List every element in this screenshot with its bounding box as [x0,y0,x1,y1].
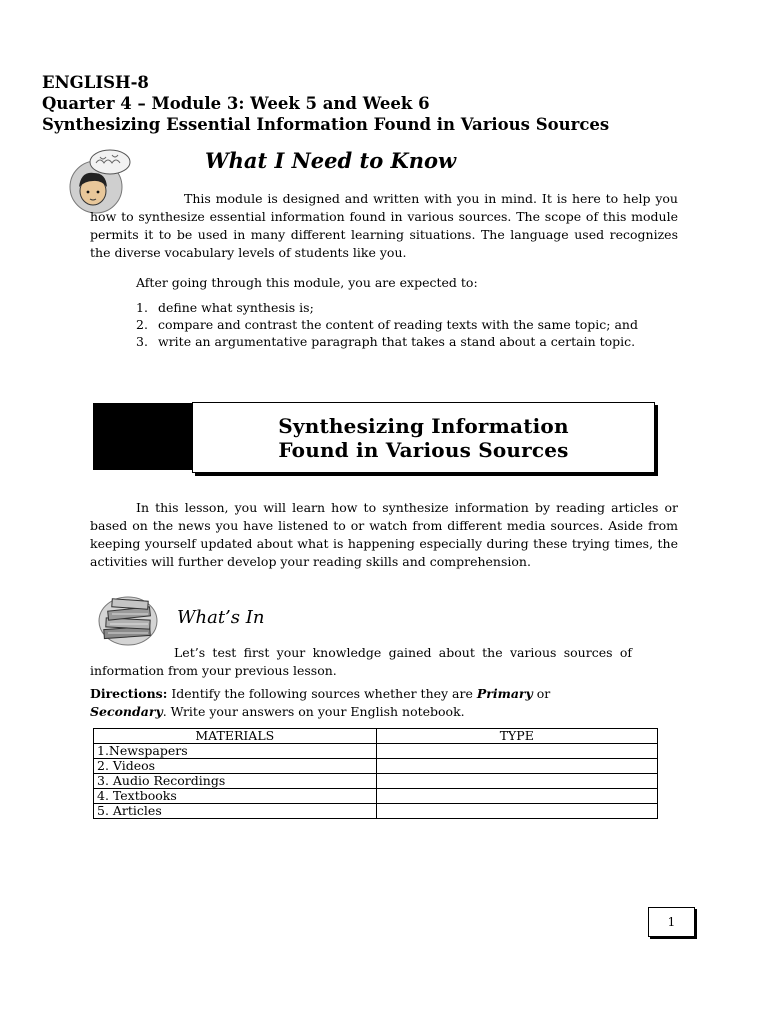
answer-cell [376,744,657,759]
lesson-paragraph: In this lesson, you will learn how to synthesize information by reading articles or based on the news you have listened to or watch from different media sources. Aside from keeping yourself updated about what is happening especially during these trying times, the activities will further develop your reading skills and comprehension. [90,500,678,569]
objectives-list [136,299,661,350]
answer-cell [376,759,657,774]
answer-cell [376,789,657,804]
what-i-need-title: What I Need to Know [205,148,457,173]
banner-line-2: Found in Various Sources [278,437,569,462]
whats-in-title: What’s In [177,607,265,628]
lesson-banner [192,402,655,473]
expectation-line: After going through this module, you are expected to: [136,275,478,290]
directions-label: Directions: [90,686,168,701]
list-item: 3. write an argumentative paragraph that takes a stand about a certain topic. [136,334,636,349]
list-item: 2. compare and contrast the content of reading texts with the same topic; and [136,317,638,332]
secondary-term: Secondary [90,704,163,719]
books-icon [98,594,160,646]
banner-black-block [93,403,193,470]
table-row: 3. Audio Recordings [94,774,658,789]
banner-line-1: Synthesizing Information [278,413,569,438]
table-header-row [94,729,658,744]
materials-table [93,728,658,819]
page-number: 1 [648,907,695,937]
primary-term: Primary [476,686,533,701]
table-row: 2. Videos [94,759,658,774]
intro-paragraph: This module is designed and written with you in mind. It is here to help you how to synthesize essential information found in various sources. The scope of this module permits it to be used in many different learning situations. The language used recognizes the diverse vocabulary levels of students like you. [90,191,678,260]
list-item: 1. define what synthesis is; [136,300,314,315]
directions-text: Directions: Identify the following sources whether they are Primary or Secondary. Write your answers on your English notebook. [90,686,551,719]
subject-heading: ENGLISH-8 [42,73,149,92]
answer-cell [376,804,657,819]
topic-heading: Synthesizing Essential Information Found in Various Sources [42,115,610,134]
table-row: 1.Newspapers [94,744,658,759]
column-header-materials: MATERIALS [94,729,377,744]
column-header-type: TYPE [376,729,657,744]
whats-in-intro: Let’s test first your knowledge gained about the various sources of information from your previous lesson. [90,645,632,678]
table-row: 5. Articles [94,804,658,819]
module-heading: Quarter 4 – Module 3: Week 5 and Week 6 [42,94,430,113]
answer-cell [376,774,657,789]
table-row: 4. Textbooks [94,789,658,804]
